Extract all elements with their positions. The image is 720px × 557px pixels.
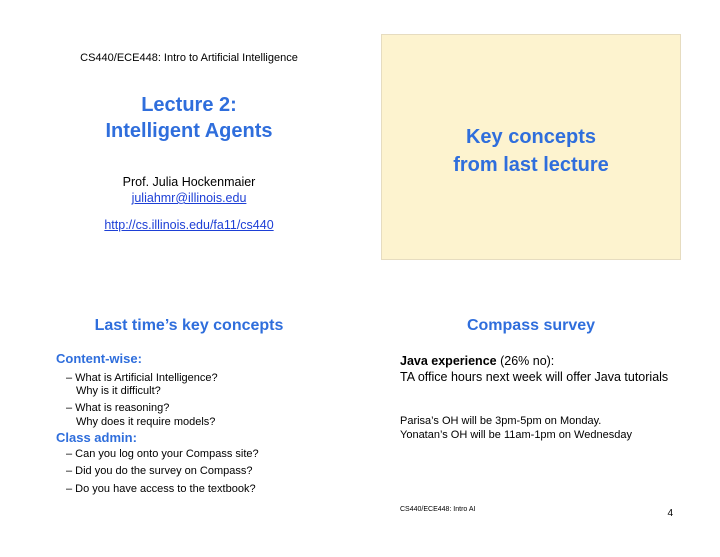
course-name: CS440/ECE448: Intro to Artificial Intelligence bbox=[80, 52, 298, 64]
lecture-title-line-1: Lecture 2: bbox=[141, 94, 237, 116]
content-heading: Content-wise: bbox=[56, 351, 142, 366]
java-tutorial-note: TA office hours next week will offer Java tutorials bbox=[400, 370, 669, 384]
java-stat: (26% no): bbox=[496, 354, 555, 368]
list-item: – Do you have access to the textbook? bbox=[66, 483, 256, 495]
office-hours-line: Yonatan’s OH will be 11am-1pm on Wednesday bbox=[400, 429, 632, 441]
lecture-title bbox=[40, 92, 338, 144]
office-hours-text bbox=[400, 414, 680, 442]
admin-heading: Class admin: bbox=[56, 430, 137, 445]
list-item: – Did you do the survey on Compass? bbox=[66, 465, 253, 477]
last-time-slide bbox=[40, 300, 338, 526]
list-item: – Can you log onto your Compass site? bbox=[66, 448, 259, 460]
title-slide bbox=[40, 34, 338, 260]
list-item: Why does it require models? bbox=[76, 416, 216, 428]
java-experience-text bbox=[400, 353, 670, 385]
lecture-title-line-2: Intelligent Agents bbox=[105, 120, 273, 142]
email-link[interactable]: juliahmr@illinois.edu bbox=[131, 191, 247, 205]
professor-name: Prof. Julia Hockenmaier bbox=[122, 175, 256, 189]
slide-footer: CS440/ECE448: Intro AI bbox=[400, 506, 476, 513]
list-item: – What is Artificial Intelligence? bbox=[66, 372, 218, 384]
compass-survey-slide bbox=[381, 300, 681, 526]
slide-title: Last time’s key concepts bbox=[94, 317, 284, 334]
slide-title: Compass survey bbox=[466, 317, 596, 334]
key-concepts-slide bbox=[381, 34, 681, 260]
key-concepts-heading bbox=[382, 123, 680, 179]
course-url-link[interactable]: http://cs.illinois.edu/fa11/cs440 bbox=[104, 218, 274, 232]
key-concepts-line-2: from last lecture bbox=[453, 154, 609, 176]
page-number: 4 bbox=[667, 508, 673, 519]
java-label: Java experience bbox=[400, 354, 497, 368]
list-item: Why is it difficult? bbox=[76, 385, 161, 397]
office-hours-line: Parisa’s OH will be 3pm-5pm on Monday. bbox=[400, 415, 602, 427]
key-concepts-line-1: Key concepts bbox=[465, 126, 597, 148]
list-item: – What is reasoning? bbox=[66, 402, 170, 414]
